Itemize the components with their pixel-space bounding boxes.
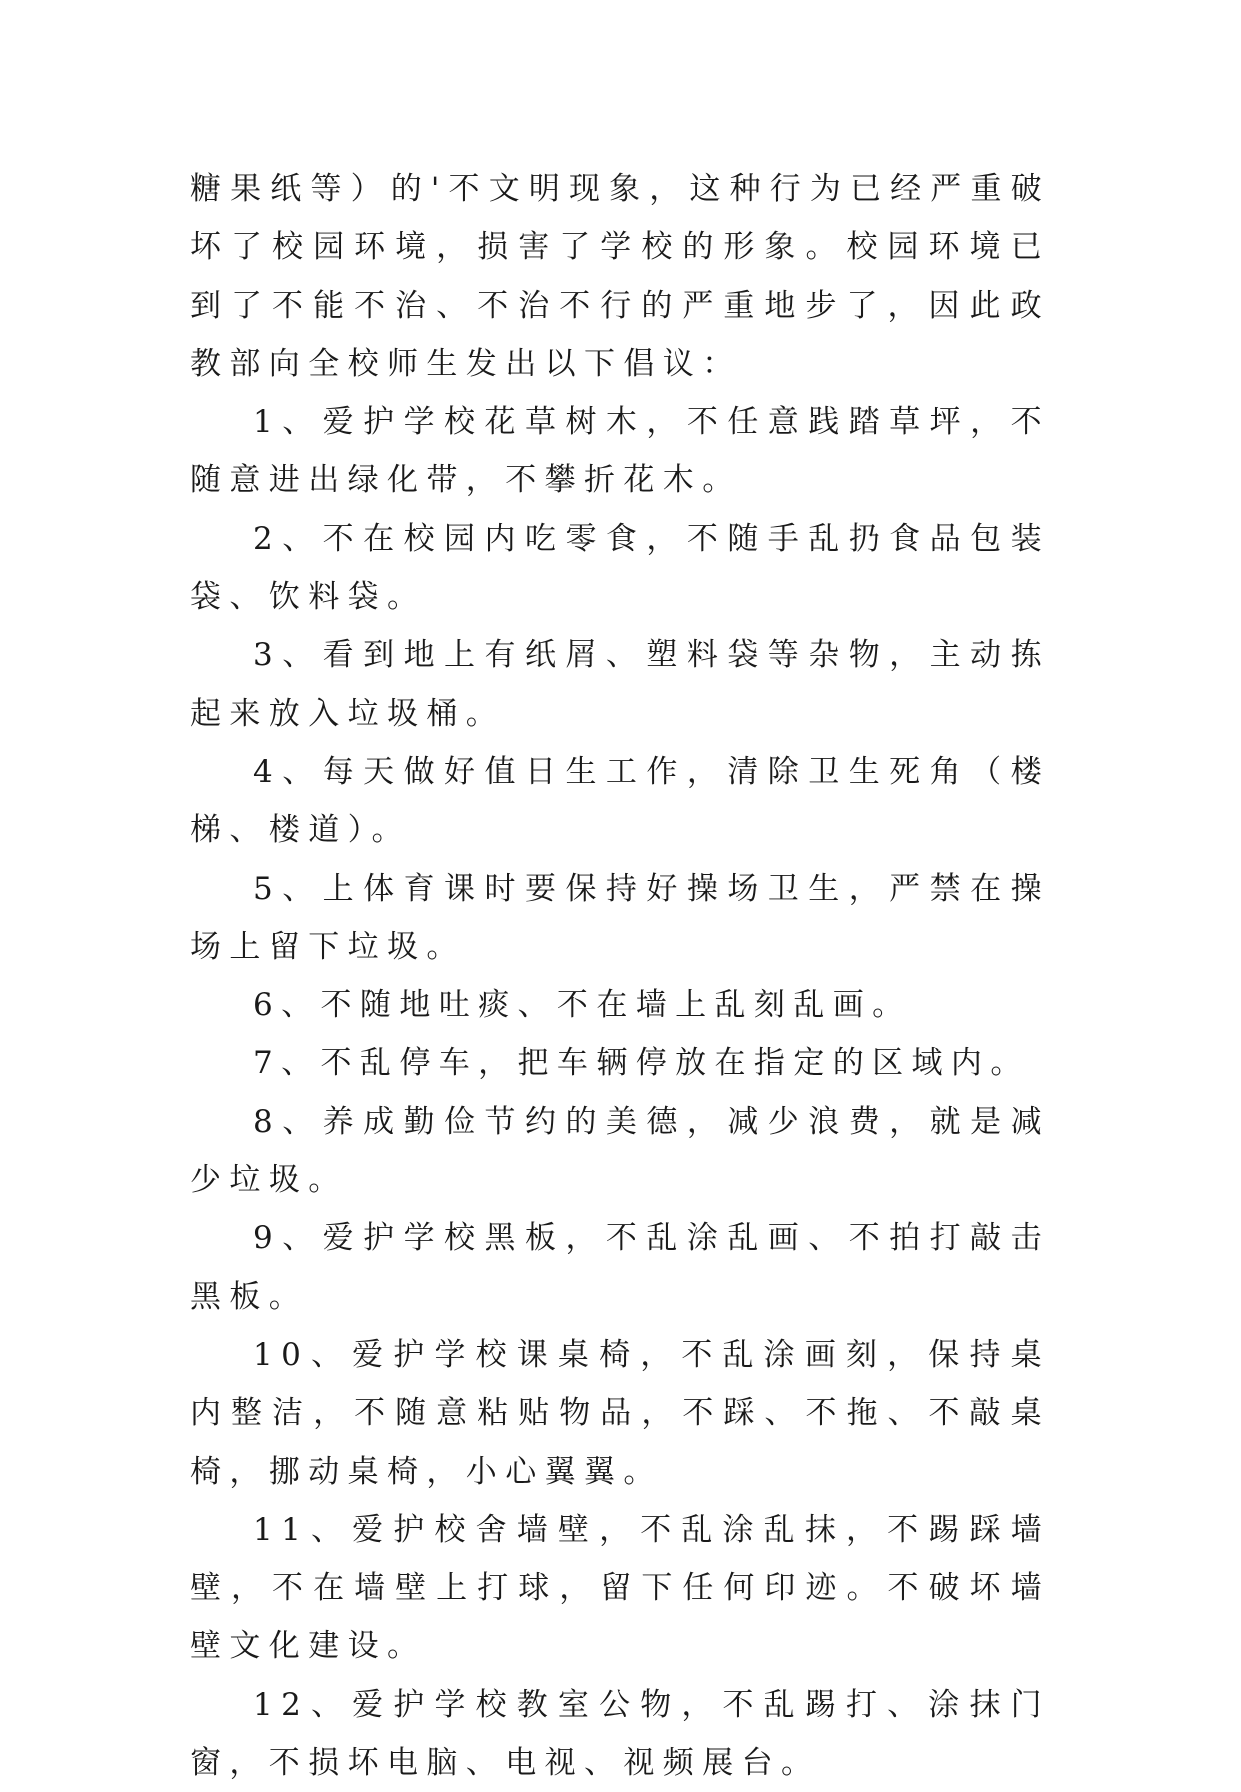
proposal-item-2: 2、不在校园内吃零食，不随手乱扔食品包装袋、饮料袋。 bbox=[190, 520, 1050, 616]
proposal-item-6: 6、不随地吐痰、不在墙上乱刻乱画。 bbox=[253, 987, 912, 1024]
proposal-item-12: 12、爱护学校教室公物，不乱踢打、涂抹门窗，不损坏电脑、电视、视频展台。 bbox=[190, 1686, 1050, 1782]
proposal-item-8: 8、养成勤俭节约的美德，减少浪费，就是减少垃圾。 bbox=[190, 1103, 1050, 1199]
intro-paragraph: 糖果纸等）的'不文明现象，这种行为已经严重破坏了校园环境，损害了学校的形象。校园环境已到了不能不治、不治不行的严重地步了，因此政教部向全校师生发出以下倡议： bbox=[190, 171, 1050, 382]
proposal-item-11: 11、爱护校舍墙壁，不乱涂乱抹，不踢踩墙壁，不在墙壁上打球，留下任何印迹。不破坏墙壁文化建设。 bbox=[190, 1511, 1050, 1665]
proposal-item-3: 3、看到地上有纸屑、塑料袋等杂物，主动拣起来放入垃圾桶。 bbox=[190, 637, 1050, 732]
proposal-item-10: 10、爱护学校课桌椅，不乱涂画刻，保持桌内整洁，不随意粘贴物品，不踩、不拖、不敲桌椅，挪动桌椅，小心翼翼。 bbox=[190, 1336, 1050, 1490]
proposal-item-9: 9、爱护学校黑板，不乱涂乱画、不拍打敲击黑板。 bbox=[190, 1220, 1050, 1315]
proposal-item-1: 1、爱护学校花草树木，不任意践踏草坪，不随意进出绿化带，不攀折花木。 bbox=[190, 404, 1050, 499]
proposal-item-7: 7、不乱停车，把车辆停放在指定的区域内。 bbox=[253, 1045, 1030, 1082]
document-body bbox=[190, 160, 1050, 1792]
proposal-item-4: 4、每天做好值日生工作，清除卫生死角（楼梯、楼道）。 bbox=[190, 753, 1050, 849]
proposal-item-5: 5、上体育课时要保持好操场卫生，严禁在操场上留下垃圾。 bbox=[190, 870, 1050, 965]
